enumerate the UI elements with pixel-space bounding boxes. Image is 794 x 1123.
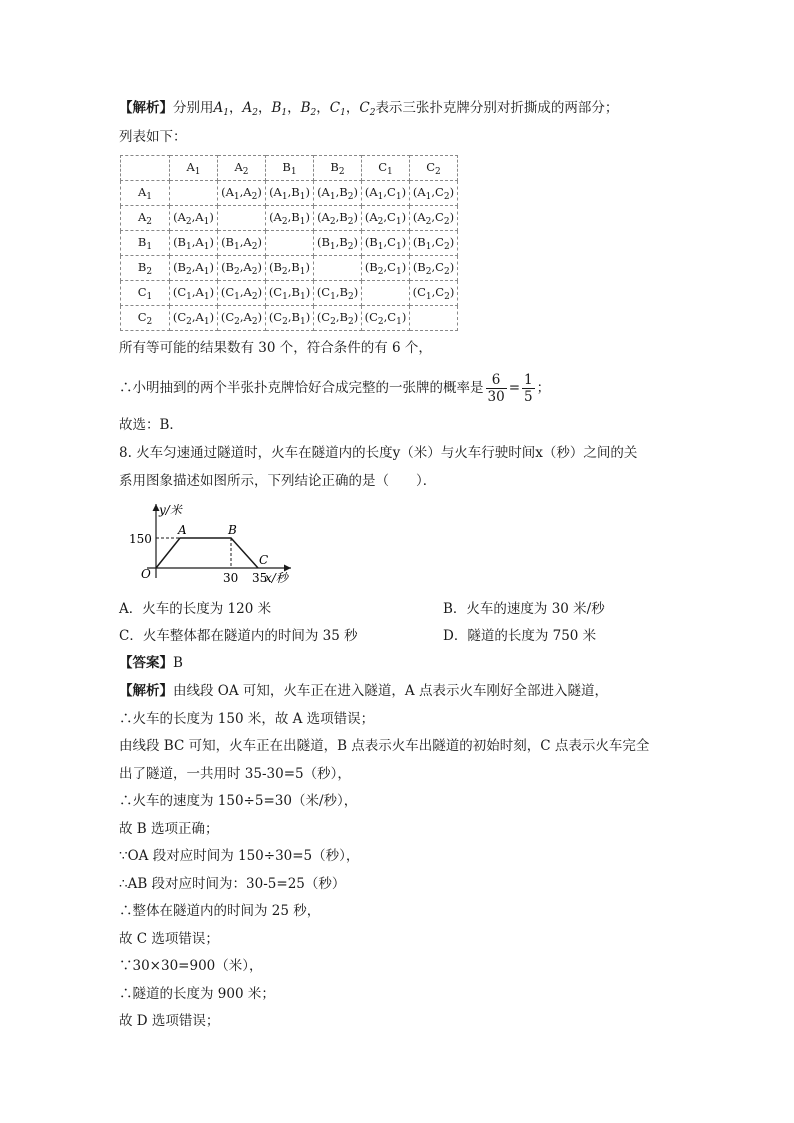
table-cell	[314, 256, 362, 281]
table-cell	[218, 206, 266, 231]
table-row-header: $C_2$	[121, 306, 170, 331]
table-cell: $(B_2,A_1)$	[170, 256, 218, 281]
table-row	[121, 306, 458, 331]
analysis-text: ∴火车的速度为 150÷5=30（米/秒），	[119, 793, 358, 809]
x-tick-35: 35	[252, 571, 268, 585]
table-row-header: $B_1$	[121, 231, 170, 256]
table-cell: $(C_1,C_2)$	[410, 281, 458, 306]
intro-label-b2: $B_2$，	[300, 100, 330, 118]
table-row-header: $A_1$	[121, 181, 170, 206]
table-cell: $(A_1,C_1)$	[362, 181, 410, 206]
x-tick-30: 30	[223, 571, 239, 585]
table-cell: $(B_1,B_2)$	[314, 231, 362, 256]
analysis-line	[119, 764, 351, 784]
table-row-header: $C_1$	[121, 281, 170, 306]
intro-labels	[214, 100, 376, 116]
table-cell	[362, 281, 410, 306]
intro-label-a2: $A_2$，	[242, 100, 272, 118]
analysis-line	[119, 846, 359, 866]
table-cell: $(C_2,A_2)$	[218, 306, 266, 331]
analysis-tag: 【解析】	[119, 100, 173, 116]
choose-answer-7: 故选：B．	[119, 417, 183, 433]
analysis-text: ∴整体在隧道内的时间为 25 秒，	[119, 903, 321, 919]
table-cell: $(A_1,B_1)$	[266, 181, 314, 206]
table-cell: $(C_2,B_2)$	[314, 306, 362, 331]
probability-end: ；	[536, 380, 551, 396]
outcomes-text: 所有等可能的结果数有 30 个，符合条件的有 6 个，	[119, 340, 432, 356]
answer-tag: 【答案】	[119, 655, 173, 671]
table-cell: $(C_1,A_1)$	[170, 281, 218, 306]
question-8-line-2: 系用图象描述如图所示，下列结论正确的是（ ）．	[119, 473, 437, 489]
table-row	[121, 206, 458, 231]
origin-label: O	[141, 567, 151, 581]
table-cell: $(B_1,C_1)$	[362, 231, 410, 256]
analysis-line	[119, 736, 649, 756]
table-cell: $(A_2,C_1)$	[362, 206, 410, 231]
table-cell: $(B_2,B_1)$	[266, 256, 314, 281]
analysis-line	[119, 874, 345, 894]
intro-text-pre: 分别用	[173, 100, 214, 116]
intro-text-post: 表示三张扑克牌分别对折撕成的两部分；	[375, 100, 619, 116]
table-cell: $(B_2,C_1)$	[362, 256, 410, 281]
option-d: D．隧道的长度为 750 米	[443, 628, 597, 644]
analysis-text: ∵OA 段对应时间为 150÷30=5（秒），	[119, 848, 360, 864]
analysis-text: 故 B 选项正确；	[119, 821, 219, 837]
table-cell: $(A_2,B_2)$	[314, 206, 362, 231]
analysis-text: 故 D 选项错误；	[119, 1013, 220, 1029]
train-tunnel-graph	[125, 498, 300, 590]
option-c: C．火车整体都在隧道内的时间为 35 秒	[119, 628, 358, 644]
analysis-text: 故 C 选项错误；	[119, 931, 219, 947]
point-a-label: A	[178, 523, 187, 537]
analysis-line	[119, 901, 320, 921]
table-cell: $(C_2,A_1)$	[170, 306, 218, 331]
table-cell	[410, 306, 458, 331]
fraction-2	[522, 372, 535, 405]
table-header-cell: $C_2$	[410, 156, 458, 181]
analysis-text: ∴火车的长度为 150 米，故 A 选项错误；	[119, 711, 375, 727]
table-row	[121, 231, 458, 256]
table-header-cell: $C_1$	[362, 156, 410, 181]
analysis-text: 出了隧道，一共用时 35-30=5（秒），	[119, 766, 351, 782]
list-label: 列表如下：	[119, 129, 187, 145]
point-b-label: B	[228, 523, 237, 537]
answer-value: B	[173, 655, 183, 671]
analysis-line	[119, 984, 275, 1004]
answer-line	[119, 653, 183, 673]
analysis-text: ∴隧道的长度为 900 米；	[119, 986, 275, 1002]
option-a: A．火车的长度为 120 米	[119, 601, 272, 617]
analysis-line	[119, 956, 263, 976]
table-cell	[266, 231, 314, 256]
table-cell: $(A_1,A_2)$	[218, 181, 266, 206]
analysis-line	[119, 819, 219, 839]
analysis-text: 由线段 BC 可知，火车正在出隧道，B 点表示火车出隧道的初始时刻，C 点表示火车完全	[119, 738, 650, 754]
table-cell: $(C_1,B_2)$	[314, 281, 362, 306]
analysis-text: ∴AB 段对应时间为：30-5=25（秒）	[119, 876, 346, 892]
intro-label-c2: $C_2$	[359, 100, 376, 118]
table-cell: $(A_1,B_2)$	[314, 181, 362, 206]
table-header-row	[121, 156, 458, 181]
intro-label-a1: $A_1$，	[213, 100, 243, 118]
question-8-line-1: 8. 火车匀速通过隧道时，火车在隧道内的长度y（米）与火车行驶时间x（秒）之间的关	[119, 445, 638, 461]
analysis-line	[119, 681, 608, 701]
y-tick-150: 150	[129, 532, 152, 546]
outcome-table	[120, 155, 458, 331]
intro-line	[119, 98, 618, 123]
table-header-cell	[121, 156, 170, 181]
x-axis-label: x/秒	[265, 571, 288, 585]
table-row-header: $A_2$	[121, 206, 170, 231]
table-cell: $(A_2,A_1)$	[170, 206, 218, 231]
table-cell: $(C_2,C_1)$	[362, 306, 410, 331]
fraction-1	[486, 372, 507, 405]
analysis-line	[119, 929, 219, 949]
table-header-cell: $B_1$	[266, 156, 314, 181]
fraction-2-denominator: 5	[524, 389, 533, 405]
table-header-cell: $B_2$	[314, 156, 362, 181]
table-cell: $(A_1,C_2)$	[410, 181, 458, 206]
y-axis-label: y/米	[159, 503, 182, 517]
table-row	[121, 281, 458, 306]
graph-line	[156, 538, 258, 568]
table-cell: $(A_2,B_1)$	[266, 206, 314, 231]
fraction-2-numerator: 1	[524, 372, 533, 388]
table-cell: $(B_1,A_2)$	[218, 231, 266, 256]
table-cell: $(C_2,B_1)$	[266, 306, 314, 331]
table-row-header: $B_2$	[121, 256, 170, 281]
probability-line	[119, 368, 550, 408]
analysis-tag-8: 【解析】	[119, 683, 173, 699]
intro-label-c1: $C_1$，	[329, 100, 360, 118]
table-cell: $(B_1,C_2)$	[410, 231, 458, 256]
option-b: B．火车的速度为 30 米/秒	[443, 601, 605, 617]
table-cell: $(B_2,C_2)$	[410, 256, 458, 281]
analysis-text: ∵30×30=900（米），	[119, 958, 263, 974]
table-header-cell: $A_1$	[170, 156, 218, 181]
table-cell: $(C_1,A_2)$	[218, 281, 266, 306]
table-cell: $(B_2,A_2)$	[218, 256, 266, 281]
intro-label-b1: $B_1$，	[271, 100, 301, 118]
analysis-line	[119, 709, 374, 729]
analysis-line	[119, 1011, 219, 1031]
fraction-1-numerator: 6	[486, 372, 507, 389]
table-cell	[170, 181, 218, 206]
table-cell: $(A_2,C_2)$	[410, 206, 458, 231]
table-cell: $(B_1,A_1)$	[170, 231, 218, 256]
table-row	[121, 181, 458, 206]
analysis-line	[119, 791, 357, 811]
probability-text: ∴小明抽到的两个半张扑克牌恰好合成完整的一张牌的概率是	[119, 380, 484, 396]
point-c-label: C	[259, 553, 269, 567]
table-cell: $(C_1,B_1)$	[266, 281, 314, 306]
table-row	[121, 256, 458, 281]
equals-sign: =	[508, 380, 520, 396]
analysis-text: 由线段 OA 可知，火车正在进入隧道，A 点表示火车刚好全部进入隧道，	[173, 683, 608, 699]
table-header-cell: $A_2$	[218, 156, 266, 181]
fraction-1-denominator: 30	[487, 389, 505, 405]
